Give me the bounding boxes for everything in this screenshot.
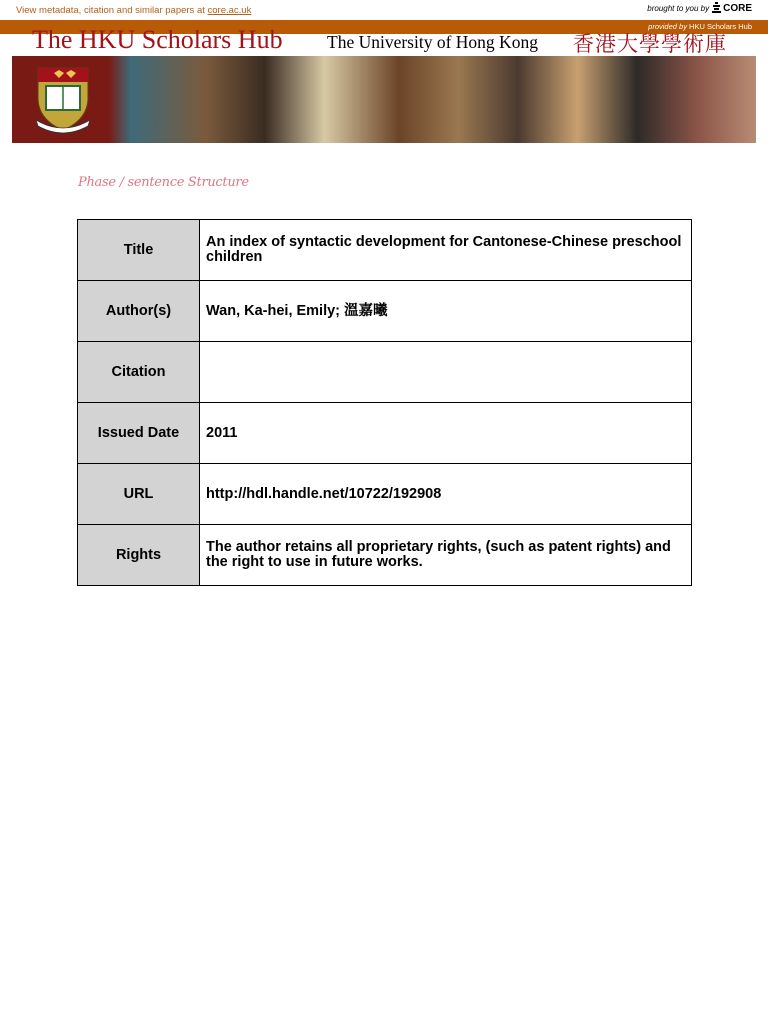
core-label: CORE [723, 2, 752, 14]
provided-by-source: HKU Scholars Hub [689, 22, 752, 31]
chinese-title: 香港大學學術庫 [573, 32, 727, 56]
core-logo [712, 2, 752, 14]
table-row [78, 281, 692, 342]
university-title: The University of Hong Kong [327, 32, 538, 52]
issued-date-label: Issued Date [78, 403, 200, 464]
table-row [78, 403, 692, 464]
url-value[interactable]: http://hdl.handle.net/10722/192908 [200, 464, 692, 525]
title-label: Title [78, 220, 200, 281]
core-metadata-notice [16, 5, 251, 16]
authors-value: Wan, Ka-hei, Emily; 溫嘉曦 [200, 281, 692, 342]
table-row [78, 342, 692, 403]
core-brand[interactable] [647, 2, 752, 14]
citation-value [200, 342, 692, 403]
hku-crest-icon [34, 64, 92, 134]
core-metadata-text: View metadata, citation and similar papers at [16, 5, 205, 16]
rights-value: The author retains all proprietary rights, (such as patent rights) and the right to use in future works. [200, 525, 692, 586]
rights-label: Rights [78, 525, 200, 586]
brought-text: brought to you by [647, 3, 710, 13]
hub-title: The HKU Scholars Hub [32, 30, 283, 52]
handwritten-note: Phase / sentence Structure [78, 175, 249, 190]
url-label: URL [78, 464, 200, 525]
issued-date-value: 2011 [200, 403, 692, 464]
core-bar [0, 0, 768, 20]
core-link[interactable]: core.ac.uk [207, 5, 252, 16]
photo-banner [12, 56, 756, 143]
table-row [78, 464, 692, 525]
core-icon [712, 2, 721, 14]
citation-label: Citation [78, 342, 200, 403]
provided-by-text: provided by [648, 22, 687, 31]
metadata-table [77, 219, 692, 586]
table-row [78, 525, 692, 586]
table-row [78, 220, 692, 281]
title-value: An index of syntactic development for Cantonese-Chinese preschool children [200, 220, 692, 281]
authors-label: Author(s) [78, 281, 200, 342]
